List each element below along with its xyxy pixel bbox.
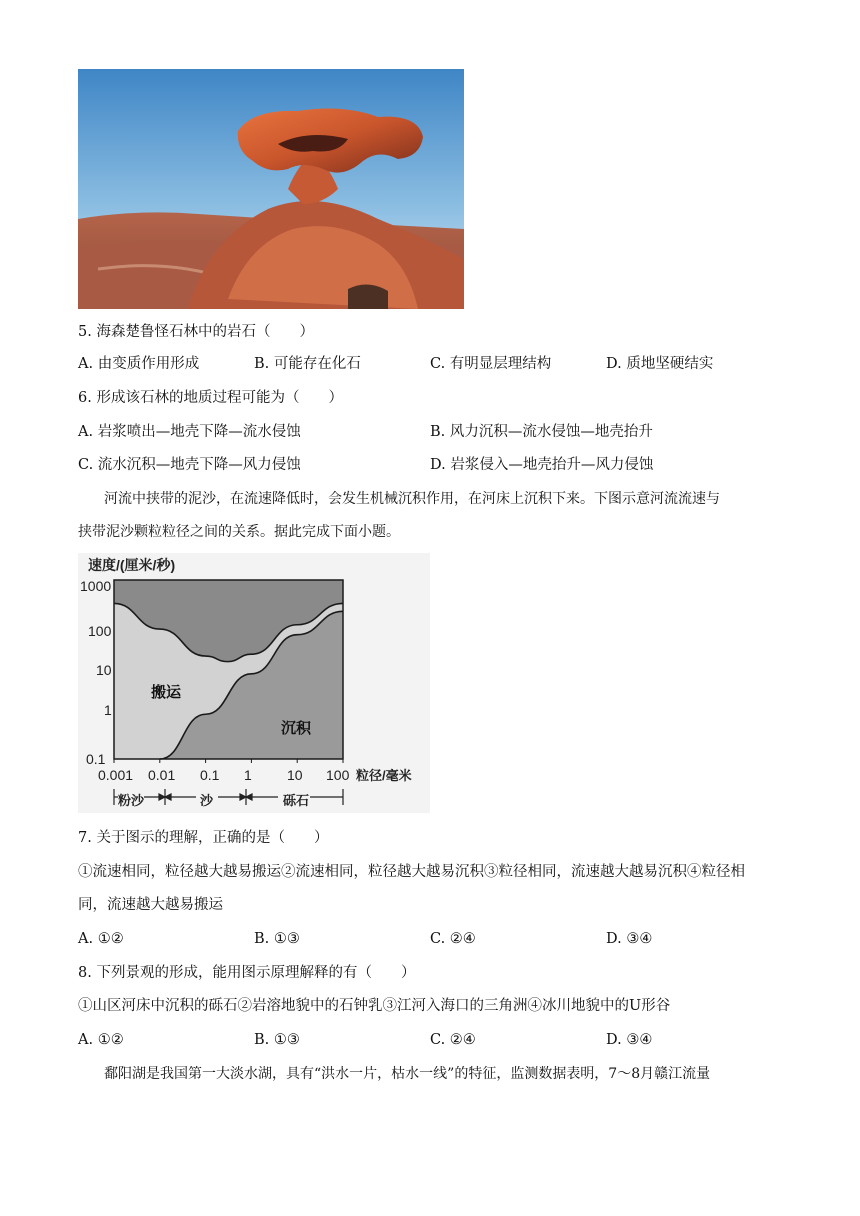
velocity-grain-size-chart [78, 553, 430, 813]
q6-option-d[interactable]: D. 岩浆侵入—地壳抬升—风力侵蚀 [430, 457, 654, 473]
q7-option-d[interactable]: D. ③④ [606, 931, 653, 947]
region-label-deposition: 沉积 [281, 720, 312, 737]
size-class-sand: 沙 [200, 793, 214, 808]
region-label-transport: 搬运 [151, 684, 182, 701]
q8-option-d[interactable]: D. ③④ [606, 1032, 653, 1048]
size-class-gravel: 砾石 [283, 793, 310, 808]
q8-option-a[interactable]: A. ①② [78, 1032, 124, 1048]
q8-option-c[interactable]: C. ②④ [430, 1032, 476, 1048]
q8-option-b[interactable]: B. ①③ [254, 1032, 300, 1048]
y-tick-10: 10 [96, 662, 112, 678]
q6-stem: 6. 形成该石林的地质过程可能为（ ） [78, 390, 343, 406]
intro-line-1: 河流中挟带的泥沙，在流速降低时，会发生机械沉积作用，在河床上沉积下来。下图示意河流流速与 [104, 491, 720, 507]
y-tick-100: 100 [88, 623, 112, 639]
q6-option-b[interactable]: B. 风力沉积—流水侵蚀—地壳抬升 [430, 424, 653, 440]
outro-line-1: 鄱阳湖是我国第一大淡水湖，具有“洪水一片，枯水一线”的特征，监测数据表明，7～8月赣江流量 [104, 1066, 711, 1082]
q7-option-b[interactable]: B. ①③ [254, 931, 300, 947]
q7-statements-line-1: ①流速相同，粒径越大越易搬运②流速相同，粒径越大越易沉积③粒径相同，流速越大越易沉积④粒径相 [78, 864, 745, 880]
q5-option-b[interactable]: B. 可能存在化石 [254, 356, 361, 372]
y-tick-1000: 1000 [80, 578, 112, 594]
intro-line-2: 挟带泥沙颗粒粒径之间的关系。据此完成下面小题。 [78, 524, 400, 540]
y-axis-label: 速度/(厘米/秒) [88, 557, 176, 573]
size-class-silt: 粉沙 [118, 793, 145, 808]
q7-option-c[interactable]: C. ②④ [430, 931, 476, 947]
q5-stem: 5. 海森楚鲁怪石林中的岩石（ ） [78, 324, 314, 340]
q6-option-a[interactable]: A. 岩浆喷出—地壳下降—流水侵蚀 [78, 424, 301, 440]
q8-stem: 8. 下列景观的形成，能用图示原理解释的有（ ） [78, 965, 416, 981]
mushroom-rock-photo [78, 69, 464, 309]
q7-statements-line-2: 同，流速越大越易搬运 [78, 897, 223, 913]
x-tick-100: 100 [326, 767, 350, 783]
q5-option-d[interactable]: D. 质地坚硬结实 [606, 356, 714, 372]
x-tick-0.001: 0.001 [98, 767, 134, 783]
x-axis-label: 粒径/毫米 [356, 768, 412, 783]
x-tick-0.01: 0.01 [148, 767, 176, 783]
q7-stem: 7. 关于图示的理解，正确的是（ ） [78, 830, 329, 846]
x-tick-1: 1 [244, 767, 252, 783]
q7-option-a[interactable]: A. ①② [78, 931, 124, 947]
x-tick-10: 10 [287, 767, 303, 783]
x-tick-0.1: 0.1 [200, 767, 220, 783]
q6-option-c[interactable]: C. 流水沉积—地壳下降—风力侵蚀 [78, 457, 301, 473]
q5-option-a[interactable]: A. 由变质作用形成 [78, 356, 200, 372]
y-tick-0.1: 0.1 [86, 751, 106, 767]
q8-statements: ①山区河床中沉积的砾石②岩溶地貌中的石钟乳③江河入海口的三角洲④冰川地貌中的U形谷 [78, 998, 671, 1014]
y-tick-1: 1 [104, 702, 112, 718]
q5-option-c[interactable]: C. 有明显层理结构 [430, 356, 552, 372]
